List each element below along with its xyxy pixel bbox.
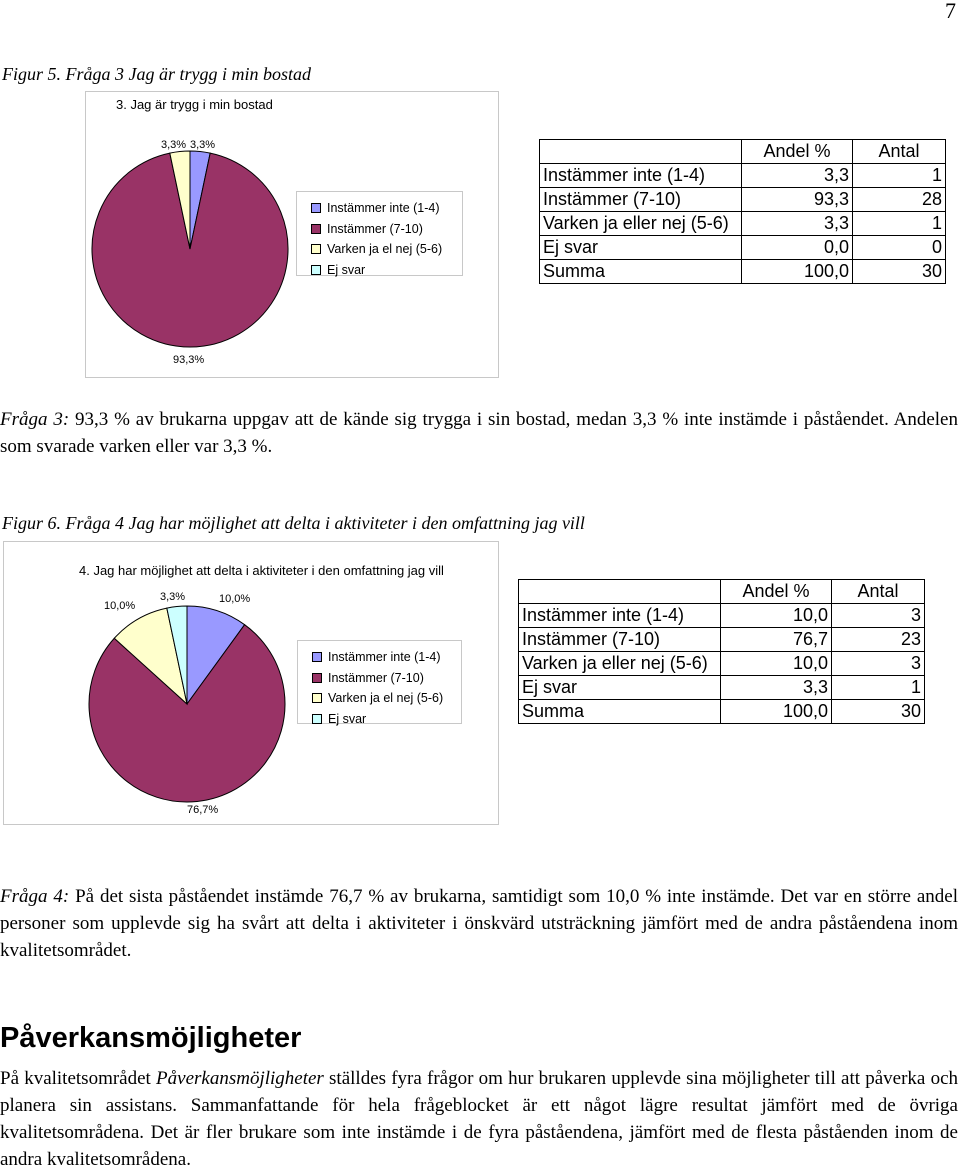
table-cell: 1 (853, 164, 946, 188)
figure-6-table (518, 579, 925, 724)
table-cell: 3,3 (742, 164, 853, 188)
table-cell: Ej svar (519, 676, 721, 700)
section-heading: Påverkansmöjligheter (0, 1022, 302, 1054)
table-row (519, 652, 925, 676)
table-row (540, 260, 946, 284)
legend-swatch (312, 693, 322, 703)
legend-item (312, 647, 453, 668)
table-cell: 1 (853, 212, 946, 236)
paragraph-fraga-4 (0, 883, 958, 964)
table-cell: 23 (832, 628, 925, 652)
figure-5-table (539, 139, 946, 284)
legend-swatch (312, 673, 322, 683)
table-header-cell: Andel % (721, 580, 832, 604)
table-cell: 3,3 (721, 676, 832, 700)
table-cell: Summa (540, 260, 742, 284)
table-cell: Varken ja eller nej (5-6) (540, 212, 742, 236)
pie-data-label: 3,3% (190, 139, 216, 151)
question-label: Fråga 3: (0, 409, 70, 430)
question-label: Fråga 4: (0, 886, 70, 907)
legend-swatch (311, 265, 321, 275)
pie-data-label: 3,3% (160, 591, 186, 603)
legend-label: Instämmer inte (1-4) (327, 201, 440, 216)
figure-6-caption: Figur 6. Fråga 4 Jag har möjlighet att delta i aktiviteter i den omfattning jag vill (2, 513, 585, 533)
pie-data-label: 76,7% (187, 804, 219, 816)
table-row (519, 604, 925, 628)
legend-swatch (312, 714, 322, 724)
chart-legend (296, 191, 463, 276)
legend-swatch (312, 652, 322, 662)
table-row (519, 700, 925, 724)
pie-data-label: 10,0% (104, 600, 136, 612)
paragraph-text: På det sista påståendet instämde 76,7 % av brukarna, samtidigt som 10,0 % inte instämde. Det var en större andel personer som upplevde sig ha svårt att delta i aktiviteter i önskvärd utsträckning jämfört med de andra påståendena inom kvalitetsområdet. (0, 886, 958, 961)
table-row (519, 676, 925, 700)
table-cell: 0 (853, 236, 946, 260)
table-header-row (540, 140, 946, 164)
table-cell: 0,0 (742, 236, 853, 260)
paragraph-text: ställdes fyra frågor om hur brukaren upplevde sina möjligheter till att påverka och planera sin assistans. Sammanfattande för hela frågeblocket är ett något lägre resultat jämfört med de övriga kvalitetsområdena. Det är fler brukare som inte instämde i de fyra påståendena, jämfört med de flesta påståenden inom de andra kvalitetsområdena. (0, 1068, 958, 1170)
legend-label: Varken ja el nej (5-6) (328, 691, 444, 706)
table-cell: Ej svar (540, 236, 742, 260)
table-cell: 28 (853, 188, 946, 212)
table-cell: 3 (832, 604, 925, 628)
table-cell: Instämmer (7-10) (519, 628, 721, 652)
legend-item (312, 709, 453, 730)
legend-item (311, 198, 454, 219)
paragraph-text: 93,3 % av brukarna uppgav att de kände sig trygga i sin bostad, medan 3,3 % inte instämde i påståendet. Andelen som svarade varken eller var 3,3 %. (0, 409, 958, 457)
paragraph-fraga-3 (0, 406, 958, 460)
legend-swatch (311, 203, 321, 213)
pie-data-label: 10,0% (219, 593, 251, 605)
table-cell: 1 (832, 676, 925, 700)
page-number: 7 (945, 0, 956, 23)
legend-label: Instämmer (7-10) (327, 221, 423, 236)
legend-label: Ej svar (328, 711, 367, 726)
table-cell: 30 (853, 260, 946, 284)
table-cell: Summa (519, 700, 721, 724)
table-header-row (519, 580, 925, 604)
table-cell: Instämmer (7-10) (540, 188, 742, 212)
chart-title: 4. Jag har möjlighet att delta i aktiviteter i den omfattning jag vill (79, 563, 444, 578)
table-header-cell: Antal (853, 140, 946, 164)
table-cell: 30 (832, 700, 925, 724)
figure-5-chart (85, 91, 499, 378)
legend-item (311, 239, 454, 260)
figure-5-caption: Figur 5. Fråga 3 Jag är trygg i min bostad (2, 64, 311, 84)
legend-swatch (311, 224, 321, 234)
table-cell: 93,3 (742, 188, 853, 212)
table-cell: 10,0 (721, 652, 832, 676)
table-cell: 10,0 (721, 604, 832, 628)
table-header-cell: Antal (832, 580, 925, 604)
table-cell: 76,7 (721, 628, 832, 652)
figure-6-chart (3, 541, 499, 825)
pie-data-label: 3,3% (161, 139, 187, 151)
table-cell: 100,0 (721, 700, 832, 724)
table-cell: Instämmer inte (1-4) (540, 164, 742, 188)
legend-item (311, 219, 454, 240)
table-header-cell (540, 140, 742, 164)
chart-title: 3. Jag är trygg i min bostad (116, 97, 273, 112)
legend-item (311, 260, 454, 281)
legend-swatch (311, 244, 321, 254)
table-row (540, 236, 946, 260)
chart-legend (297, 640, 462, 724)
section-paragraph (0, 1065, 958, 1173)
table-row (540, 188, 946, 212)
legend-label: Instämmer inte (1-4) (328, 650, 441, 665)
table-header-cell: Andel % (742, 140, 853, 164)
table-header-cell (519, 580, 721, 604)
table-cell: 3,3 (742, 212, 853, 236)
table-row (519, 628, 925, 652)
legend-item (312, 668, 453, 689)
legend-label: Ej svar (327, 262, 366, 277)
legend-label: Instämmer (7-10) (328, 670, 424, 685)
table-cell: Varken ja eller nej (5-6) (519, 652, 721, 676)
paragraph-text: På kvalitetsområdet (0, 1068, 157, 1089)
legend-label: Varken ja el nej (5-6) (327, 242, 443, 257)
pie-data-label: 93,3% (173, 354, 205, 366)
legend-item (312, 688, 453, 709)
table-row (540, 164, 946, 188)
table-cell: 100,0 (742, 260, 853, 284)
table-row (540, 212, 946, 236)
paragraph-italic-text: Påverkansmöjligheter (156, 1068, 324, 1089)
table-cell: 3 (832, 652, 925, 676)
table-cell: Instämmer inte (1-4) (519, 604, 721, 628)
